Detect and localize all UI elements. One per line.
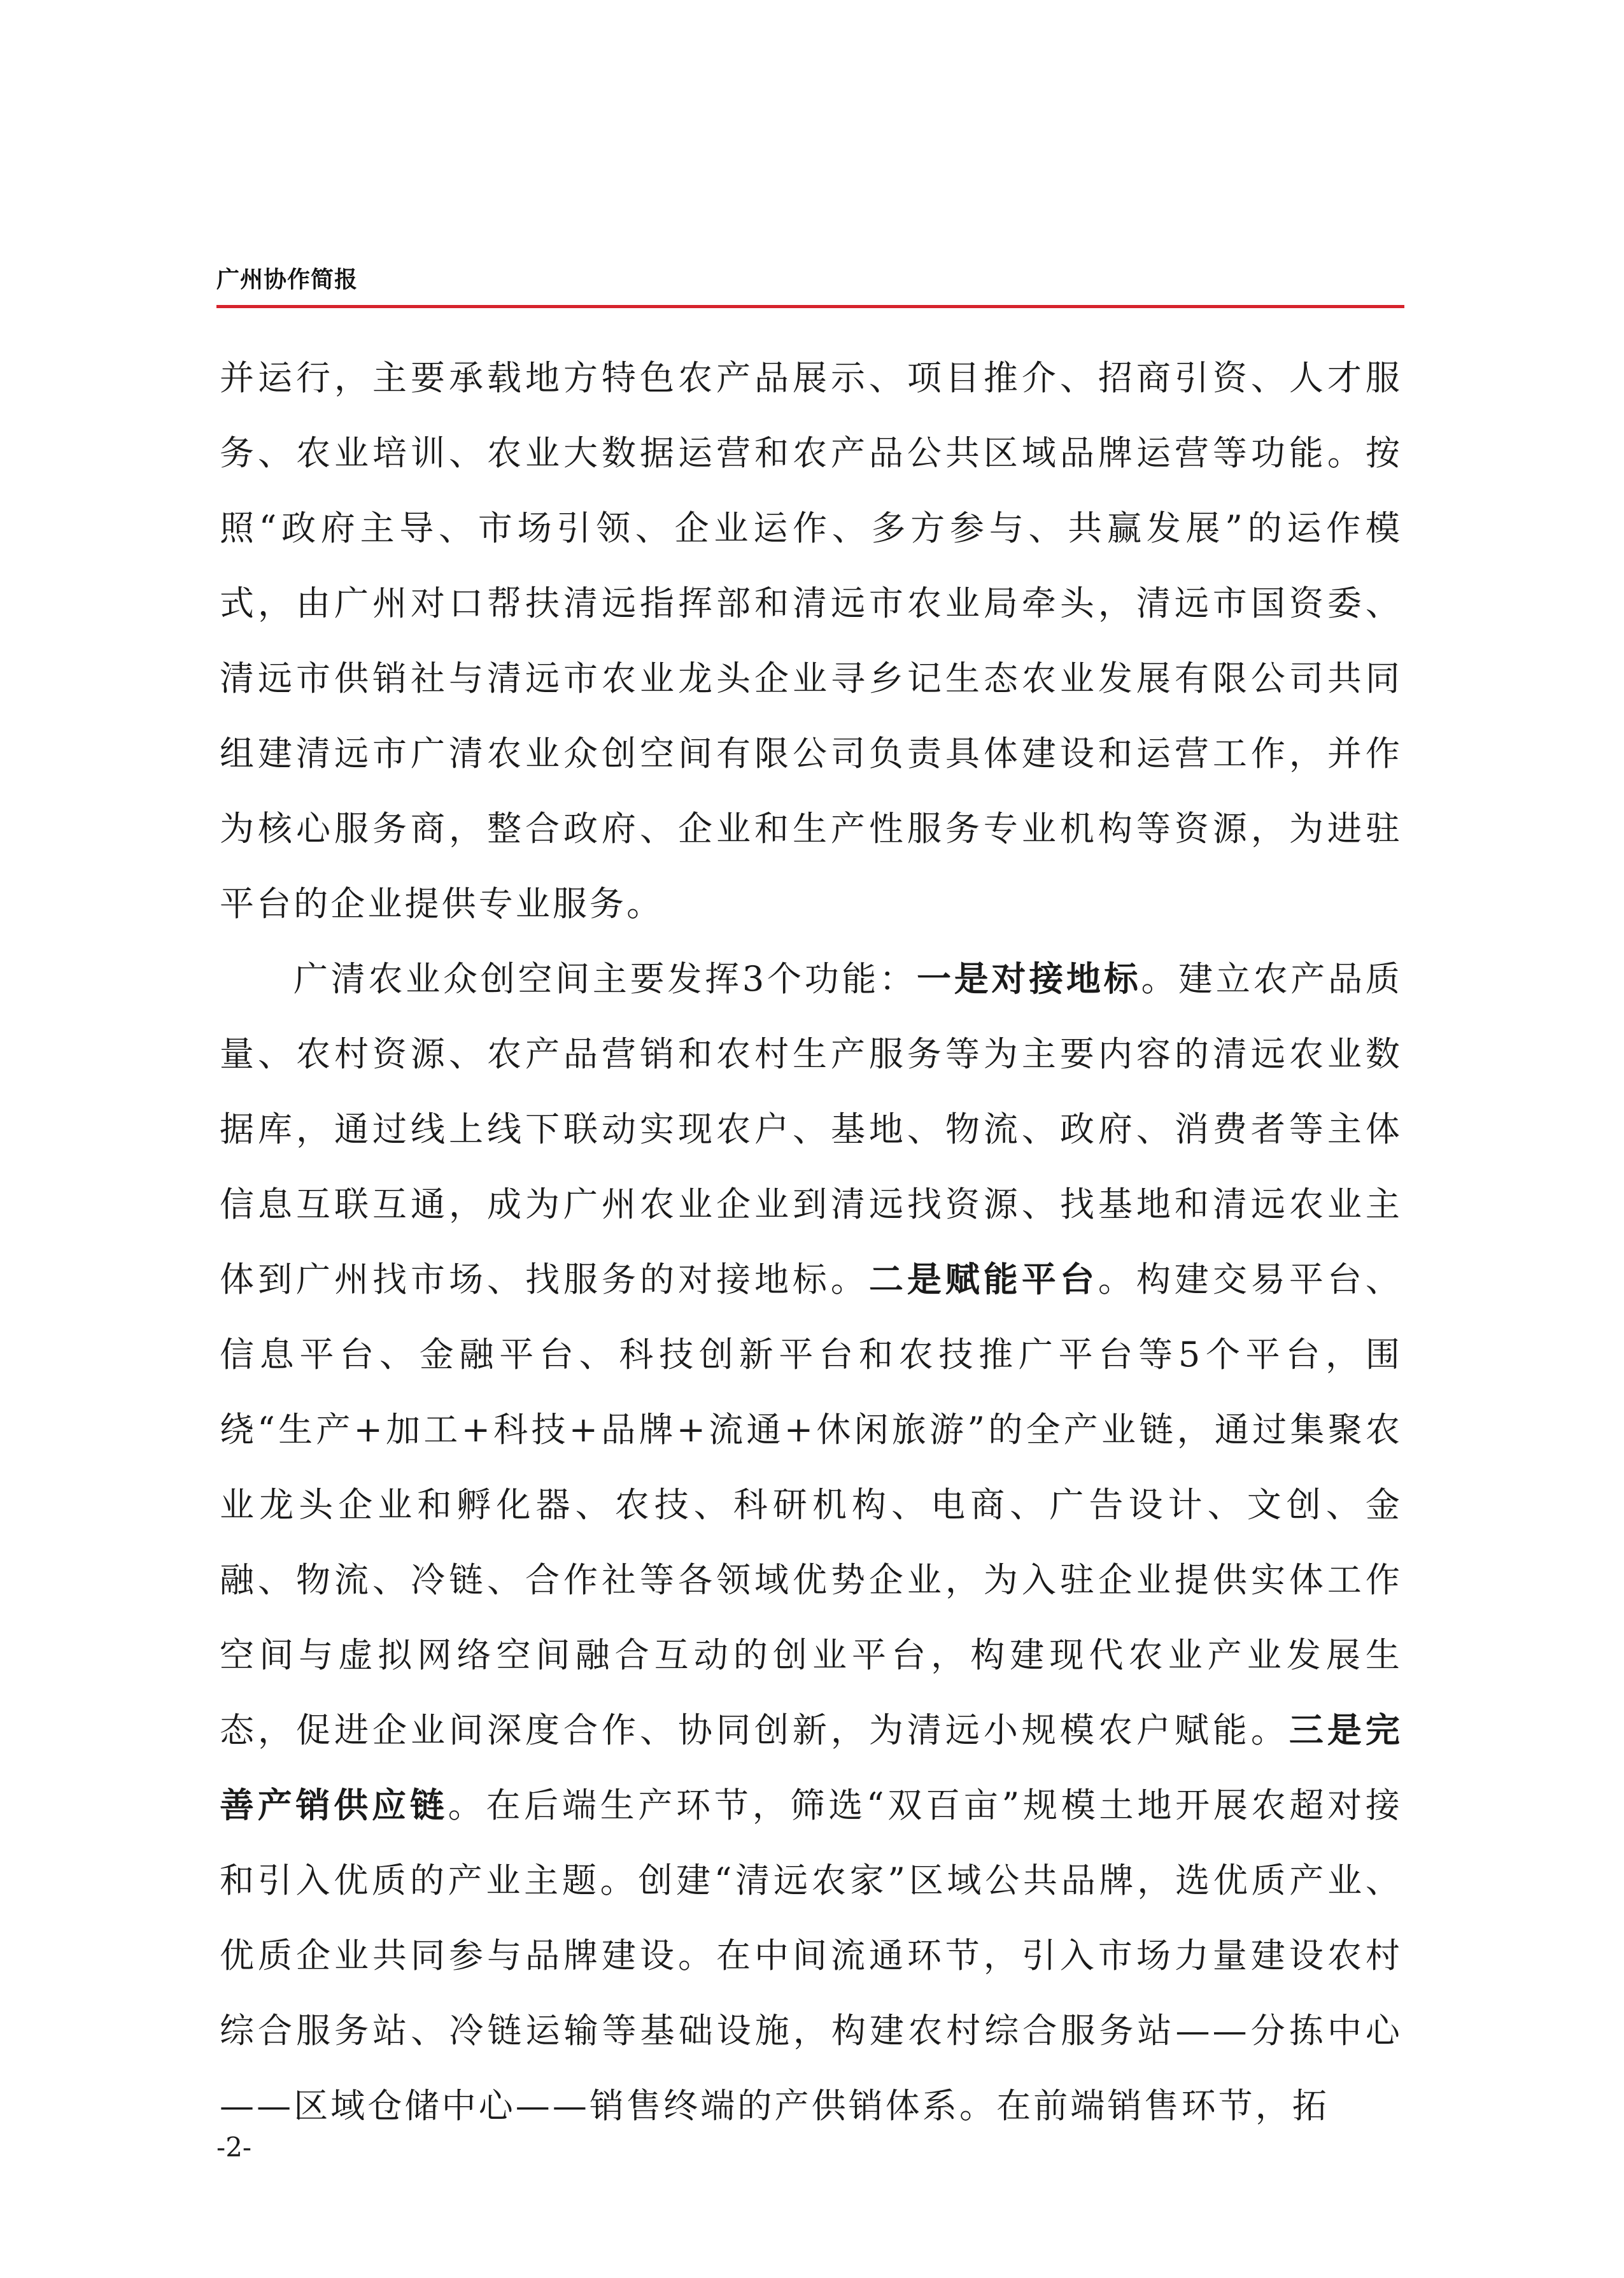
paragraph-1-text: 并运行，主要承载地方特色农产品展示、项目推介、招商引资、人才服务、农业培训、农业大数据运营和农产品公共区域品牌运营等功能。按照“政府主导、市场引领、企业运作、多方参与、共赢发展”的运作模式，由广州对口帮扶清远指挥部和清远市农业局牵头，清远市国资委、清远市供销社与清远市农业龙头企业寻乡记生态农业发展有限公司共同组建清远市广清农业众创空间有限公司负责具体建设和运营工作，并作为核心服务商，整合政府、企业和生产性服务专业机构等资源，为进驻平台的企业提供专业服务。 [220, 358, 1402, 924]
function-3-text: 。在后端生产环节，筛选“双百亩”规模土地开展农超对接和引入优质的产业主题。创建“清远农家”区域公共品牌，选优质产业、优质企业共同参与品牌建设。在中间流通环节，引入市场力量建设农村综合服务站、冷链运输等基础设施，构建农村综合服务站——分拣中心——区域仓储中心——销售终端的产供销体系。在前端销售环节，拓 [220, 1785, 1402, 2126]
function-1-heading: 一是对接地标 [916, 959, 1141, 999]
function-3-heading: 三是完善产销供应链 [220, 1710, 1402, 1825]
header-red-rule [216, 305, 1404, 308]
function-2-heading: 二是赋能平台 [868, 1259, 1098, 1299]
function-1-text: 。建立农产品质量、农村资源、农产品营销和农村生产服务等为主要内容的清远农业数据库，通过线上线下联动实现农户、基地、物流、政府、消费者等主体信息互联互通，成为广州农业企业到清远找资源、找基地和清远农业主体到广州找市场、找服务的对接地标。 [220, 959, 1402, 1299]
paragraph-2-intro: 广清农业众创空间主要发挥3个功能： [293, 959, 917, 999]
page-header [216, 264, 1404, 308]
function-2-text: 。构建交易平台、信息平台、金融平台、科技创新平台和农技推广平台等5个平台，围绕“生产+加工+科技+品牌+流通+休闲旅游”的全产业链，通过集聚农业龙头企业和孵化器、农技、科研机构、电商、广告设计、文创、金融、物流、冷链、合作社等各领域优势企业，为入驻企业提供实体工作空间与虚拟网络空间融合互动的创业平台，构建现代农业产业发展生态，促进企业间深度合作、协同创新，为清远小规模农户赋能。 [220, 1259, 1402, 1750]
publication-title: 广州协作简报 [216, 267, 358, 293]
article-body [220, 341, 1402, 2144]
page-number: -2- [216, 2132, 252, 2163]
paragraph-2 [220, 942, 1402, 2144]
paragraph-1 [220, 341, 1402, 942]
